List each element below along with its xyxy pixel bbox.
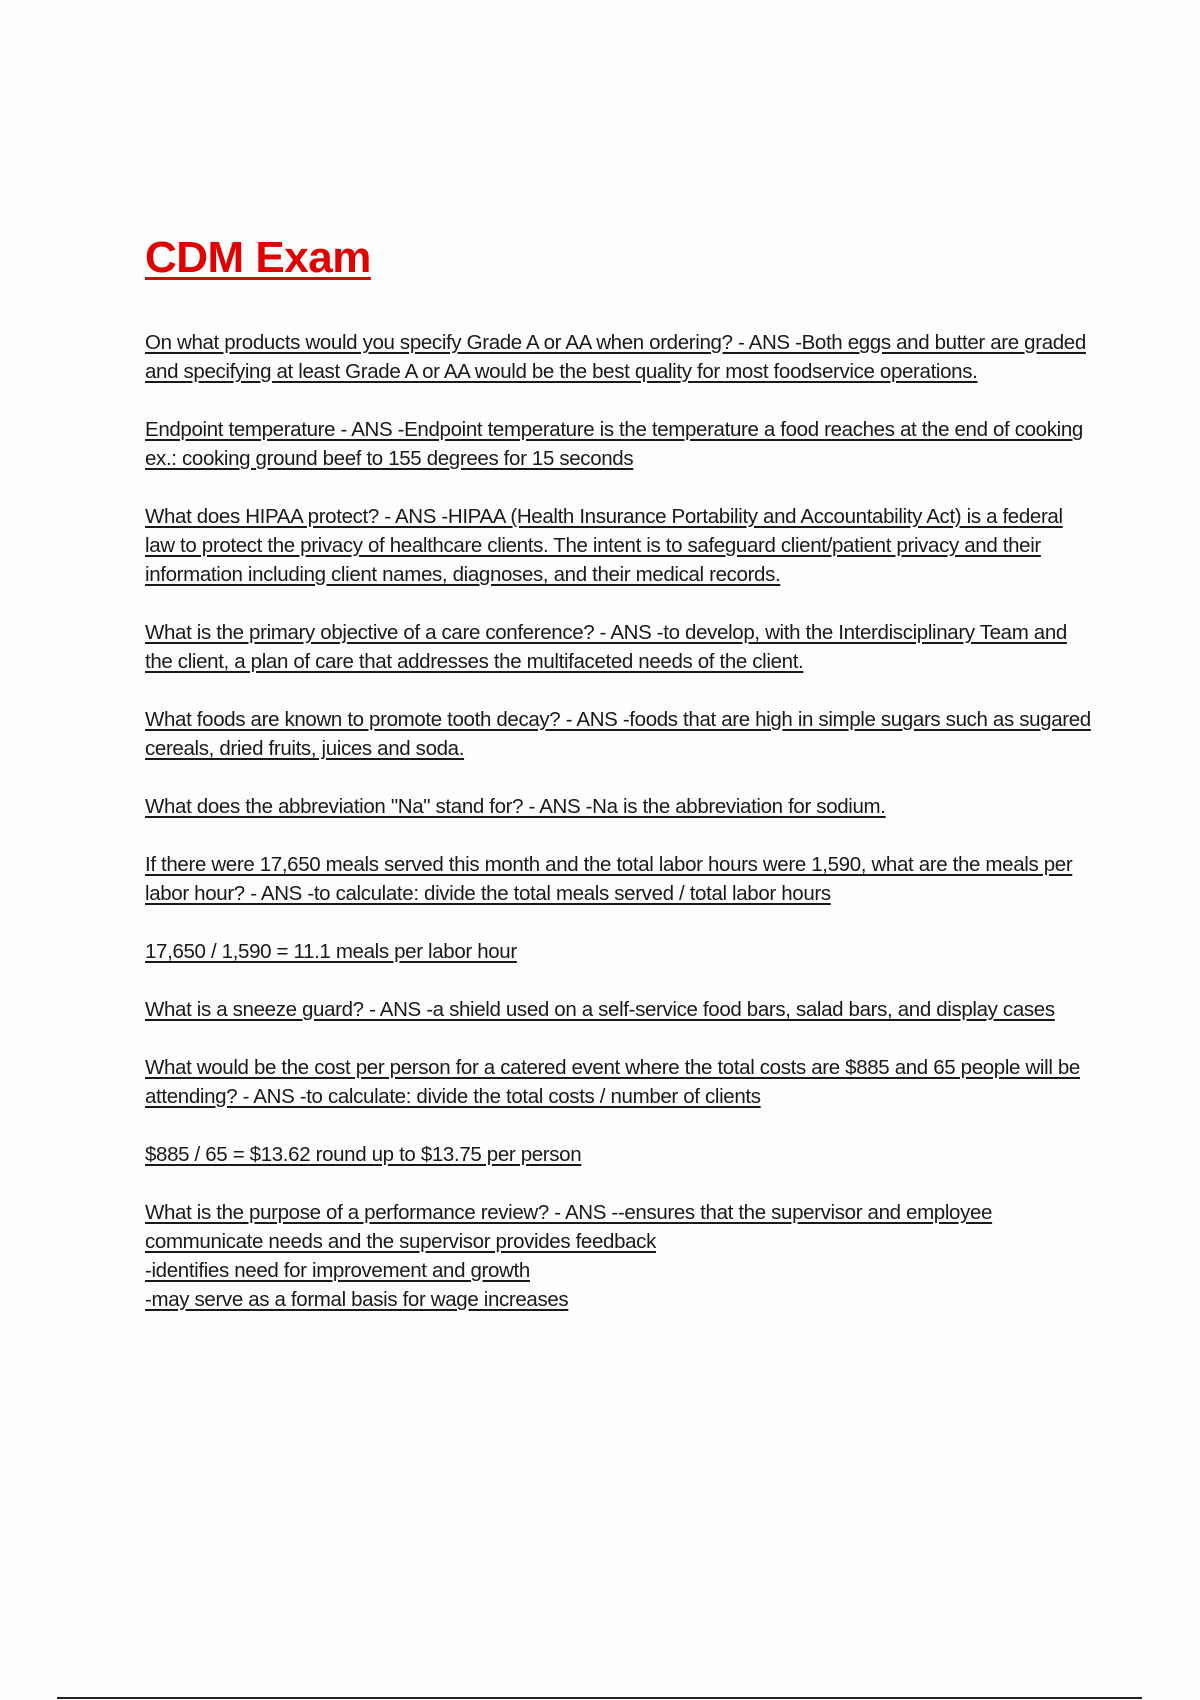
- qa-item: [145, 618, 1095, 676]
- qa-text: What does HIPAA protect? - ANS -HIPAA (Health Insurance Portability and Accountability Act) is a federal law to protect the privacy of healthcare clients. The intent is to safeguard client/patient privacy and their information including client names, diagnoses, and their medical records.: [145, 505, 1063, 586]
- qa-text: If there were 17,650 meals served this month and the total labor hours were 1,590, what are the meals per labor hour? - ANS -to calculate: divide the total meals served / total labor hours: [145, 853, 1073, 905]
- qa-text: What foods are known to promote tooth decay? - ANS -foods that are high in simple sugars such as sugared cereals, dried fruits, juices and soda.: [145, 708, 1091, 760]
- qa-text: What does the abbreviation "Na" stand for? - ANS -Na is the abbreviation for sodium.: [145, 795, 886, 818]
- qa-item: [145, 1198, 1095, 1314]
- qa-item: [145, 502, 1095, 589]
- qa-item: [145, 705, 1095, 763]
- qa-item: [145, 937, 1095, 966]
- qa-text: What would be the cost per person for a catered event where the total costs are $885 and 65 people will be attending? - ANS -to calculate: divide the total costs / number of clients: [145, 1056, 1080, 1108]
- page-bottom-rule: [57, 1697, 1142, 1699]
- qa-item: [145, 415, 1095, 473]
- qa-text: On what products would you specify Grade A or AA when ordering? - ANS -Both eggs and butter are graded and specifying at least Grade A or AA would be the best quality for most foodservice operations.: [145, 331, 1086, 383]
- qa-item: [145, 1140, 1095, 1169]
- qa-item: [145, 328, 1095, 386]
- qa-text: What is the purpose of a performance review? - ANS --ensures that the supervisor and employee communicate needs and the supervisor provides feedback -identifies need for improvement and growth -may serve as a formal basis for wage increases: [145, 1201, 993, 1311]
- qa-list: [145, 328, 1095, 1343]
- document-title: CDM Exam: [145, 233, 371, 282]
- qa-item: [145, 995, 1095, 1024]
- qa-text: $885 / 65 = $13.62 round up to $13.75 per person: [145, 1143, 582, 1166]
- qa-text: What is a sneeze guard? - ANS -a shield used on a self-service food bars, salad bars, and display cases: [145, 998, 1055, 1021]
- qa-text: Endpoint temperature - ANS -Endpoint temperature is the temperature a food reaches at the end of cooking ex.: cooking ground beef to 155 degrees for 15 seconds: [145, 418, 1083, 470]
- qa-item: [145, 1053, 1095, 1111]
- qa-text: What is the primary objective of a care conference? - ANS -to develop, with the Interdisciplinary Team and the client, a plan of care that addresses the multifaceted needs of the client.: [145, 621, 1067, 673]
- qa-text: 17,650 / 1,590 = 11.1 meals per labor hour: [145, 940, 517, 963]
- qa-item: [145, 792, 1095, 821]
- qa-item: [145, 850, 1095, 908]
